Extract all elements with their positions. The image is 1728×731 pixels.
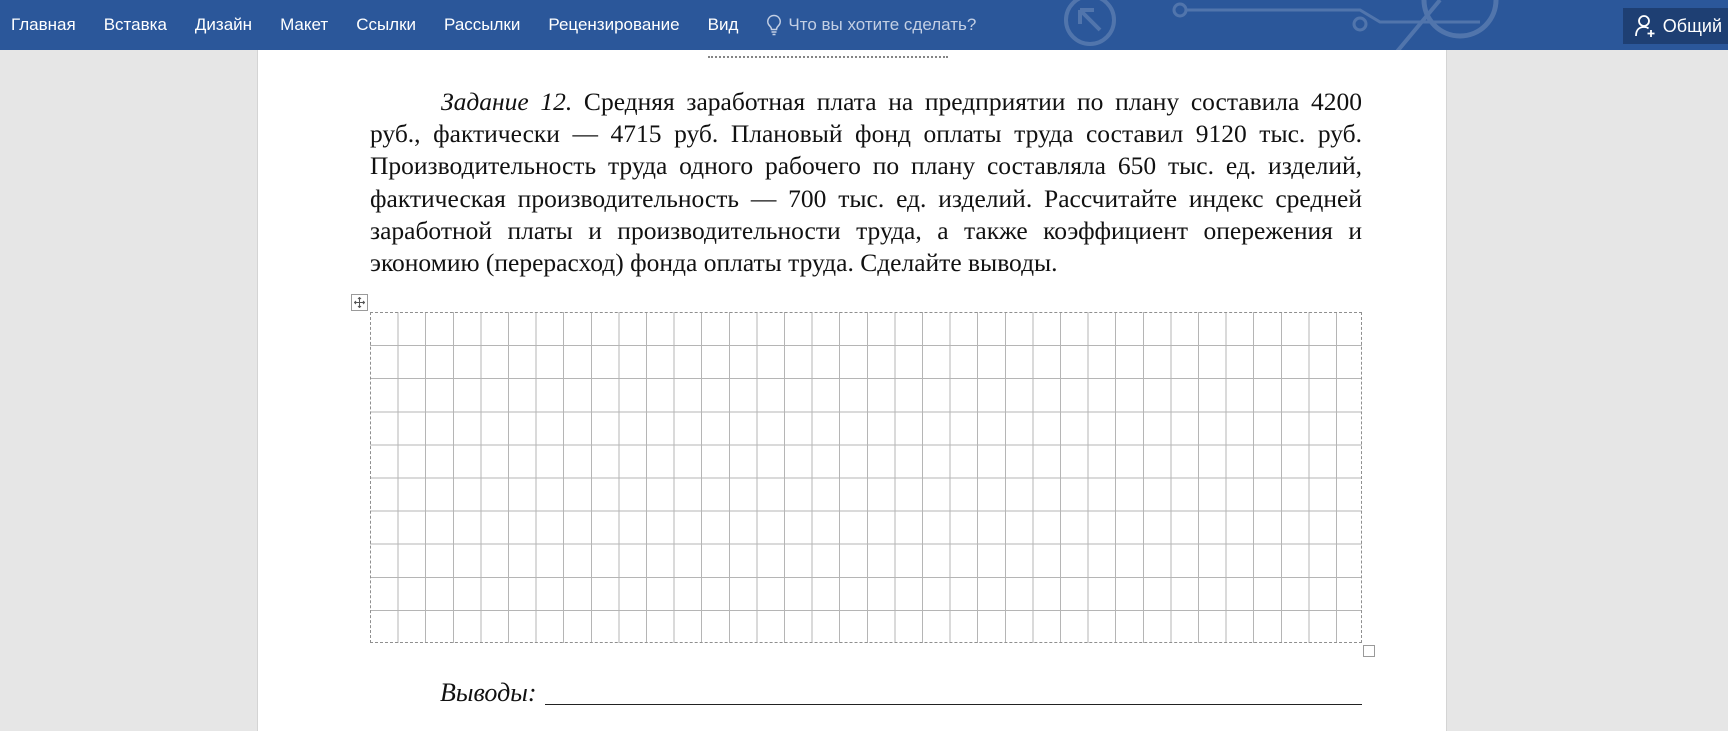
table-move-handle[interactable]	[351, 294, 368, 311]
conclusion-answer-line[interactable]	[545, 704, 1362, 705]
ribbon-decoration-icon	[1060, 0, 1580, 50]
lightbulb-icon	[766, 14, 782, 36]
grid-table[interactable]	[370, 312, 1362, 643]
move-arrows-icon	[354, 297, 365, 308]
tab-view[interactable]: Вид	[707, 15, 739, 34]
tab-home[interactable]: Главная	[11, 15, 76, 34]
document-page[interactable]	[257, 50, 1447, 731]
task-paragraph[interactable]	[370, 86, 1362, 279]
conclusion-label: Выводы:	[440, 678, 537, 707]
tab-layout[interactable]: Макет	[280, 15, 329, 34]
table-resize-handle[interactable]	[1363, 645, 1375, 657]
tab-references[interactable]: Ссылки	[356, 15, 417, 34]
tell-me-placeholder: Что вы хотите сделать?	[788, 15, 977, 34]
tab-design[interactable]: Дизайн	[194, 15, 253, 34]
task-text: Средняя заработная плата на предприятии по плану составила 4200 руб., фактически — 4715 руб. Плановый фонд оплаты труда составил 9120 тыс. руб. Производительность труда одного рабочего по плану составляла 650 тыс. ед. изделий, фактическая производительность — 700 тыс. ед. изделий. Рассчитайте индекс средней заработной платы и производительности труда, а также коэффициент опережения и экономию (перерасход) фонда оплаты труда. Сделайте выводы.	[370, 87, 1362, 278]
conclusion-line-row	[440, 678, 1362, 708]
person-add-icon	[1635, 14, 1657, 38]
tab-mailings[interactable]: Рассылки	[444, 15, 521, 34]
share-button[interactable]	[1623, 8, 1728, 44]
cut-off-text-line	[708, 50, 948, 58]
tab-insert[interactable]: Вставка	[103, 15, 167, 34]
ribbon-tab-bar	[0, 0, 1728, 50]
tab-review[interactable]: Рецензирование	[548, 15, 680, 34]
tell-me-search[interactable]	[752, 0, 976, 50]
ribbon-tabs	[0, 0, 976, 50]
share-label: Общий	[1662, 15, 1722, 36]
task-lead: Задание 12.	[441, 87, 573, 116]
